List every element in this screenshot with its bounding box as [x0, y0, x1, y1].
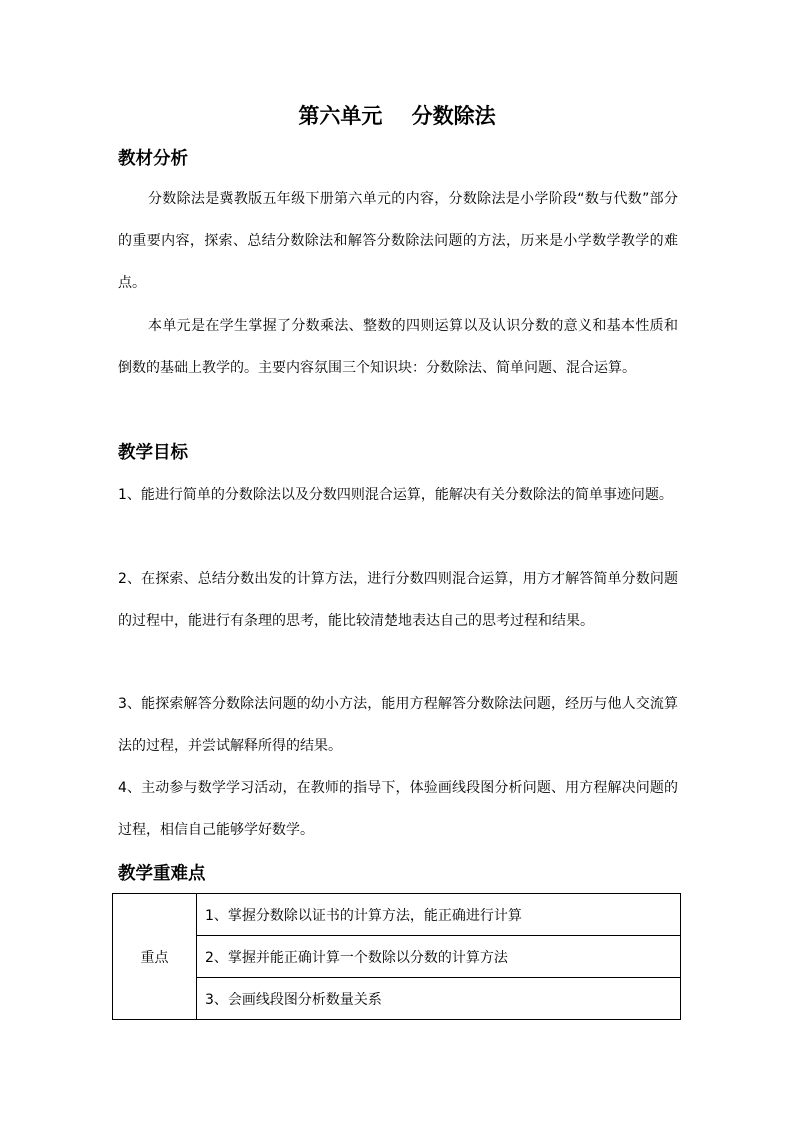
- analysis-paragraph-2: 本单元是在学生掌握了分数乘法、整数的四则运算以及认识分数的意义和基本性质和倒数的基础上教学的。主要内容氛围三个知识块：分数除法、简单问题、混合运算。: [118, 318, 678, 376]
- table-cell: 1、掌握分数除以证书的计算方法，能正确进行计算: [197, 894, 681, 936]
- goal-item-3: 3、能探索解答分数除法问题的幼小方法，能用方程解答分数除法问题，经历与他人交流算法的过程，并尝试解释所得的结果。: [118, 696, 678, 754]
- section-heading-analysis: 教材分析: [118, 149, 188, 169]
- table-row: [113, 978, 681, 1020]
- table-row: [113, 894, 681, 936]
- table-cell: 2、掌握并能正确计算一个数除以分数的计算方法: [197, 936, 681, 978]
- document-title: 第六单元 分数除法: [298, 103, 496, 128]
- key-points-table: [112, 893, 681, 1020]
- section-heading-key-points: 教学重难点: [118, 864, 206, 884]
- analysis-paragraph-1: 分数除法是冀教版五年级下册第六单元的内容，分数除法是小学阶段“数与代数”部分的重要内容，探索、总结分数除法和解答分数除法问题的方法，历来是小学数学教学的难点。: [118, 191, 678, 291]
- table-row: [113, 936, 681, 978]
- table-cell: 3、会画线段图分析数量关系: [197, 978, 681, 1020]
- section-heading-goals: 教学目标: [118, 443, 188, 463]
- goal-item-2: 2、在探索、总结分数出发的计算方法，进行分数四则混合运算，用方才解答简单分数问题的过程中，能进行有条理的思考，能比较清楚地表达自己的思考过程和结果。: [118, 571, 678, 629]
- goal-item-1: 1、能进行简单的分数除法以及分数四则混合运算，能解决有关分数除法的简单事迹问题。: [118, 487, 673, 503]
- goal-item-4: 4、主动参与数学学习活动，在教师的指导下，体验画线段图分析问题、用方程解决问题的过程，相信自己能够学好数学。: [118, 780, 678, 838]
- key-points-label-cell: 重点: [113, 894, 197, 1020]
